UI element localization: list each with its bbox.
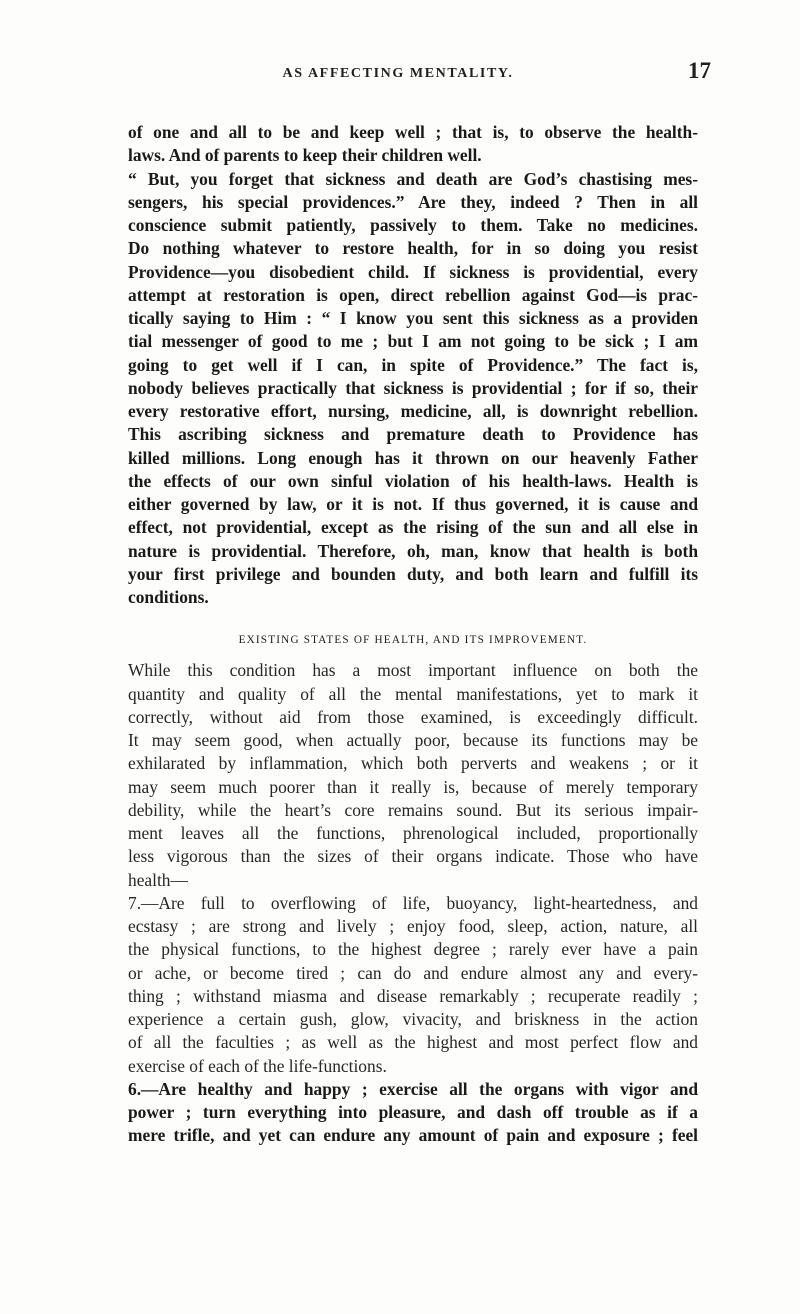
text-line: of all the faculties ; as well as the highest and most perfect flow and [128, 1032, 698, 1053]
text-line: tial messenger of good to me ; but I am not going to be sick ; I am [128, 331, 698, 352]
text-line: killed millions. Long enough has it thrown on our heavenly Father [128, 447, 698, 468]
text-line: nobody believes practically that sickness is providential ; for if so, their [128, 377, 698, 398]
text-line: or ache, or become tired ; can do and endure almost any and every- [128, 962, 698, 983]
text-line: While this condition has a most important influence on both the [128, 660, 698, 681]
text-line: thing ; withstand miasma and disease remarkably ; recuperate readily ; [128, 985, 698, 1006]
text-line: This ascribing sickness and premature death to Providence has [128, 424, 698, 445]
text-line: debility, while the heart’s core remains sound. But its serious impair- [128, 799, 698, 820]
text-line: exhilarated by inflammation, which both perverts and weakens ; or it [128, 753, 698, 774]
section-2 [128, 659, 698, 1147]
text-line: your first privilege and bounden duty, and both learn and fulfill its [128, 563, 698, 584]
text-line: laws. And of parents to keep their children well. [128, 145, 482, 166]
body-text [128, 121, 698, 1148]
text-line: effect, not providential, except as the rising of the sun and all else in [128, 517, 698, 538]
text-line: 7.—Are full to overflowing of life, buoyancy, light-heartedness, and [128, 892, 698, 913]
text-line: quantity and quality of all the mental manifestations, yet to mark it [128, 683, 698, 704]
text-line: ecstasy ; are strong and lively ; enjoy food, sleep, action, nature, all [128, 916, 698, 936]
text-line: every restorative effort, nursing, medicine, all, is downright rebellion. [128, 401, 698, 421]
text-line: It may seem good, when actually poor, because its functions may be [128, 730, 698, 750]
text-line: less vigorous than the sizes of their organs indicate. Those who have [128, 846, 698, 867]
text-line: Providence—you disobedient child. If sickness is providential, every [128, 261, 698, 282]
text-line: conditions. [128, 587, 209, 607]
text-line: exercise of each of the life-functions. [128, 1055, 387, 1076]
page-number: 17 [688, 58, 711, 83]
text-line: tically saying to Him : “ I know you sent this sickness as a providen [128, 308, 698, 328]
running-head: AS AFFECTING MENTALITY. [282, 66, 514, 81]
text-line: sengers, his special providences.” Are they, indeed ? Then in all [128, 191, 698, 212]
text-line: experience a certain gush, glow, vivacity, and briskness in the action [128, 1009, 698, 1029]
section-heading: EXISTING STATES OF HEALTH, AND ITS IMPROVEMENT. [238, 634, 588, 647]
text-line: going to get well if I can, in spite of Providence.” The fact is, [128, 354, 698, 375]
text-line: of one and all to be and keep well ; that is, to observe the health- [128, 122, 698, 142]
section-1 [128, 121, 698, 609]
text-line: health— [128, 869, 188, 890]
text-line: the effects of our own sinful violation of his health-laws. Health is [128, 470, 698, 491]
text-line: may seem much poorer than it really is, because of merely temporary [128, 776, 698, 797]
text-line: mere trifle, and yet can endure any amount of pain and exposure ; feel [128, 1125, 698, 1146]
text-line: the physical functions, to the highest degree ; rarely ever have a pain [128, 939, 698, 960]
text-line: 6.—Are healthy and happy ; exercise all the organs with vigor and [128, 1078, 698, 1099]
text-line: attempt at restoration is open, direct rebellion against God—is prac- [128, 284, 698, 305]
text-line: correctly, without aid from those examined, is exceedingly difficult. [128, 706, 698, 727]
text-line: either governed by law, or it is not. If thus governed, it is cause and [128, 494, 698, 514]
text-line: conscience submit patiently, passively to them. Take no medicines. [128, 215, 698, 235]
text-line: “ But, you forget that sickness and death are God’s chastising mes- [128, 168, 698, 189]
text-line: Do nothing whatever to restore health, for in so doing you resist [128, 238, 698, 259]
text-line: nature is providential. Therefore, oh, man, know that health is both [128, 540, 698, 561]
text-line: ment leaves all the functions, phrenological included, proportionally [128, 823, 698, 843]
text-line: power ; turn everything into pleasure, and dash off trouble as if a [128, 1102, 698, 1122]
